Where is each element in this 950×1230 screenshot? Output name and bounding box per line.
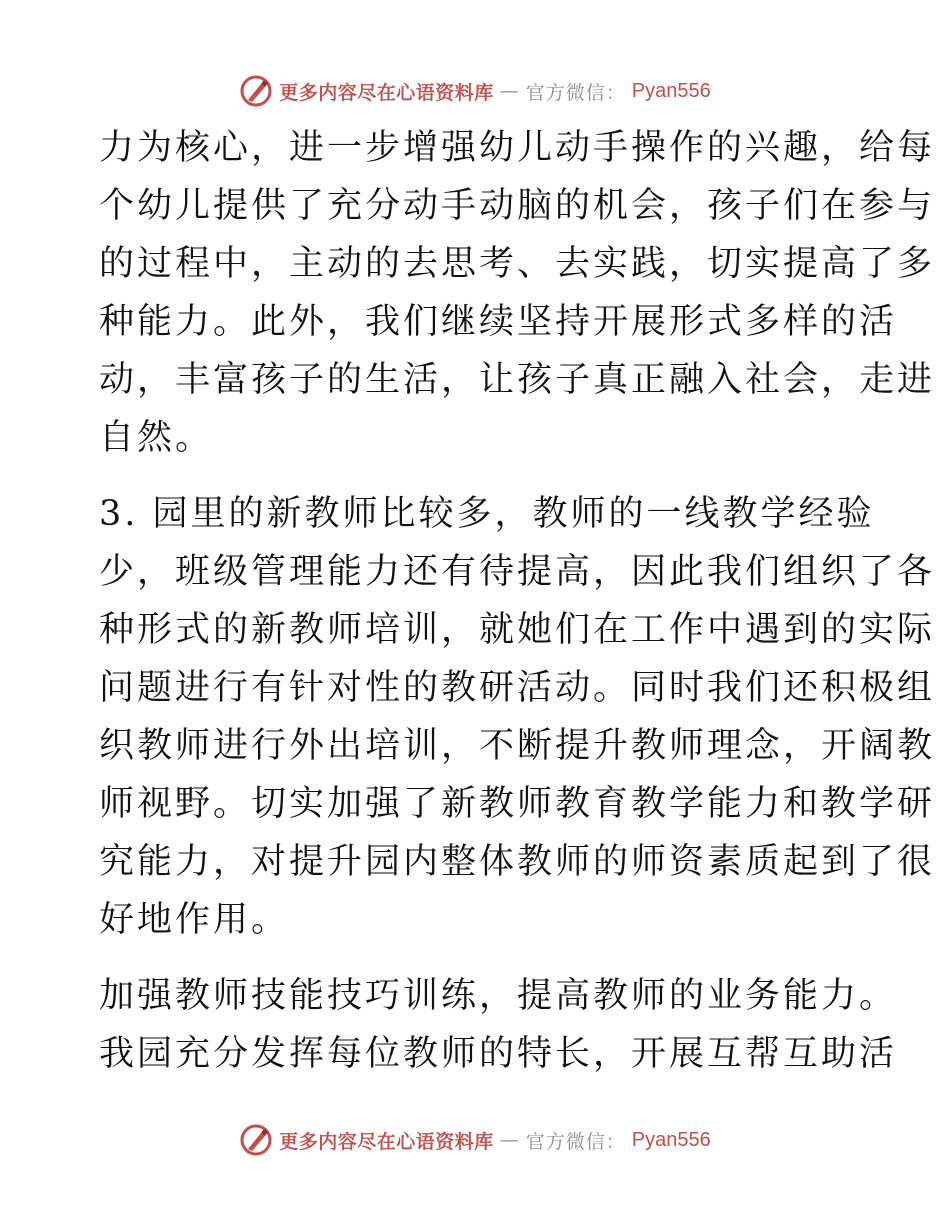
body-line: 究能力，对提升园内整体教师的师资素质起到了很 xyxy=(99,842,936,882)
footer-banner xyxy=(0,1120,950,1160)
header-banner-wechat: Pyan556 xyxy=(631,79,711,102)
body-line: 少，班级管理能力还有待提高，因此我们组织了各 xyxy=(99,552,936,592)
body-line: 问题进行有针对性的教研活动。同时我们还积极组 xyxy=(99,668,936,708)
footer-banner-dash: — xyxy=(499,1129,520,1151)
body-line: 个幼儿提供了充分动手动脑的机会，孩子们在参与 xyxy=(99,186,936,226)
body-line: 动，丰富孩子的生活，让孩子真正融入社会，走进 xyxy=(99,360,936,400)
body-line: 自然。 xyxy=(99,418,214,458)
footer-banner-wechat: Pyan556 xyxy=(631,1128,711,1151)
body-line: 师视野。切实加强了新教师教育教学能力和教学研 xyxy=(99,784,936,824)
header-banner-main: 更多内容尽在心语资料库 xyxy=(279,81,494,104)
footer-banner-official: 官方微信： xyxy=(525,1130,626,1153)
pen-logo-icon xyxy=(239,74,273,108)
header-banner-dash: — xyxy=(499,80,520,102)
pen-logo-icon xyxy=(239,1123,273,1157)
body-line: 加强教师技能技巧训练，提高教师的业务能力。 xyxy=(99,976,898,1016)
body-line: 好地作用。 xyxy=(99,900,290,940)
header-banner xyxy=(0,71,950,111)
body-line: 种形式的新教师培训，就她们在工作中遇到的实际 xyxy=(99,610,936,650)
footer-banner-main: 更多内容尽在心语资料库 xyxy=(279,1130,494,1153)
body-line: 力为核心，进一步增强幼儿动手操作的兴趣，给每 xyxy=(99,128,936,168)
body-line: 我园充分发挥每位教师的特长，开展互帮互助活 xyxy=(99,1034,898,1074)
body-line: 的过程中，主动的去思考、去实践，切实提高了多 xyxy=(99,244,936,284)
body-line: 种能力。此外，我们继续坚持开展形式多样的活 xyxy=(99,302,898,342)
body-line: 3. 园里的新教师比较多，教师的一线教学经验 xyxy=(99,494,875,534)
header-banner-official: 官方微信： xyxy=(525,81,626,104)
body-line: 织教师进行外出培训，不断提升教师理念，开阔教 xyxy=(99,726,936,766)
